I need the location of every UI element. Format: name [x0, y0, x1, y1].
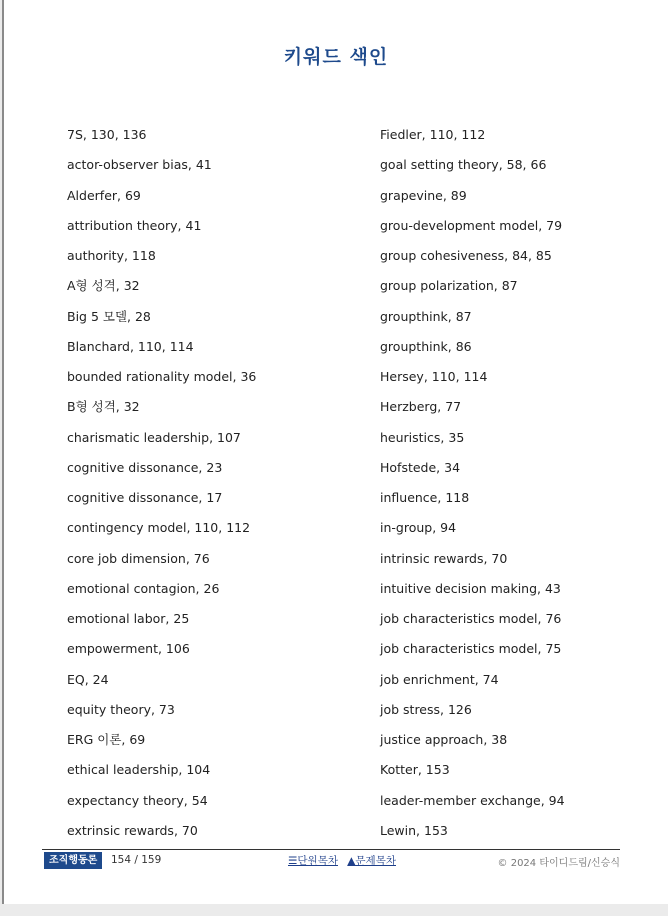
index-entry: justice approach, 38	[380, 732, 508, 747]
index-entry: intrinsic rewards, 70	[380, 550, 508, 566]
index-entry: ethical leadership, 104	[67, 762, 211, 778]
index-entry: extrinsic rewards, 70	[67, 822, 198, 838]
index-entry: charismatic leadership, 107	[67, 429, 241, 445]
index-column-left	[67, 126, 256, 852]
index-entry: empowerment, 106	[67, 641, 190, 657]
index-entry: B형 성격, 32	[67, 399, 140, 415]
footer	[42, 852, 620, 870]
index-entry: contingency model, 110, 112	[67, 520, 251, 536]
index-entry: bounded rationality model, 36	[67, 369, 257, 384]
index-entry: actor-observer bias, 41	[67, 157, 212, 173]
page-indicator: 154 / 159	[111, 854, 162, 866]
index-entry: job enrichment, 74	[380, 671, 499, 687]
index-entry: job characteristics model, 75	[380, 641, 562, 657]
index-column-right	[380, 126, 565, 852]
page-title: 키워드 색인	[283, 46, 389, 68]
index-entry: Big 5 모델, 28	[67, 308, 151, 324]
index-entry: groupthink, 87	[380, 308, 472, 324]
footer-nav	[288, 853, 402, 868]
index-entry: group cohesiveness, 84, 85	[380, 248, 552, 263]
index-entry: job stress, 126	[380, 701, 472, 717]
index-entry: intuitive decision making, 43	[380, 580, 561, 596]
index-entry: groupthink, 86	[380, 338, 472, 354]
index-entry: goal setting theory, 58, 66	[380, 157, 547, 173]
index-entry: emotional labor, 25	[67, 611, 190, 626]
index-entry: equity theory, 73	[67, 701, 175, 717]
index-entry: attribution theory, 41	[67, 217, 202, 233]
index-entry: group polarization, 87	[380, 278, 518, 294]
index-entry: emotional contagion, 26	[67, 580, 220, 596]
footer-divider	[42, 849, 620, 850]
index-entry: expectancy theory, 54	[67, 792, 208, 808]
problem-toc-link[interactable]: ▲문제목차	[347, 855, 396, 867]
index-entry: cognitive dissonance, 17	[67, 490, 223, 505]
index-entry: Kotter, 153	[380, 762, 450, 778]
copyright: © 2024 타이디드림/신승식	[497, 858, 620, 869]
index-entry: Herzberg, 77	[380, 399, 462, 415]
index-entry: grou-development model, 79	[380, 217, 563, 233]
index-entry: authority, 118	[67, 248, 156, 263]
index-entry: cognitive dissonance, 23	[67, 459, 223, 475]
book-badge: 조직행동론	[44, 852, 102, 869]
unit-toc-link[interactable]: ☰단원목차	[288, 855, 338, 867]
index-entry: heuristics, 35	[380, 429, 465, 445]
index-entry: Alderfer, 69	[67, 187, 141, 203]
index-entry: Blanchard, 110, 114	[67, 338, 194, 354]
index-entry: core job dimension, 76	[67, 550, 210, 566]
index-entry: Lewin, 153	[380, 822, 448, 838]
index-entry: leader-member exchange, 94	[380, 792, 565, 808]
index-entry: 7S, 130, 136	[67, 127, 147, 142]
index-entry: Hersey, 110, 114	[380, 369, 488, 384]
index-entry: Hofstede, 34	[380, 459, 461, 475]
index-entry: Fiedler, 110, 112	[380, 127, 486, 142]
index-entry: influence, 118	[380, 490, 470, 505]
index-entry: in-group, 94	[380, 520, 457, 536]
index-entry: ERG 이론, 69	[67, 732, 146, 747]
index-entry: A형 성격, 32	[67, 278, 140, 294]
index-entry: EQ, 24	[67, 671, 109, 687]
document-page	[2, 0, 668, 904]
index-entry: job characteristics model, 76	[380, 611, 562, 626]
index-entry: grapevine, 89	[380, 187, 467, 203]
